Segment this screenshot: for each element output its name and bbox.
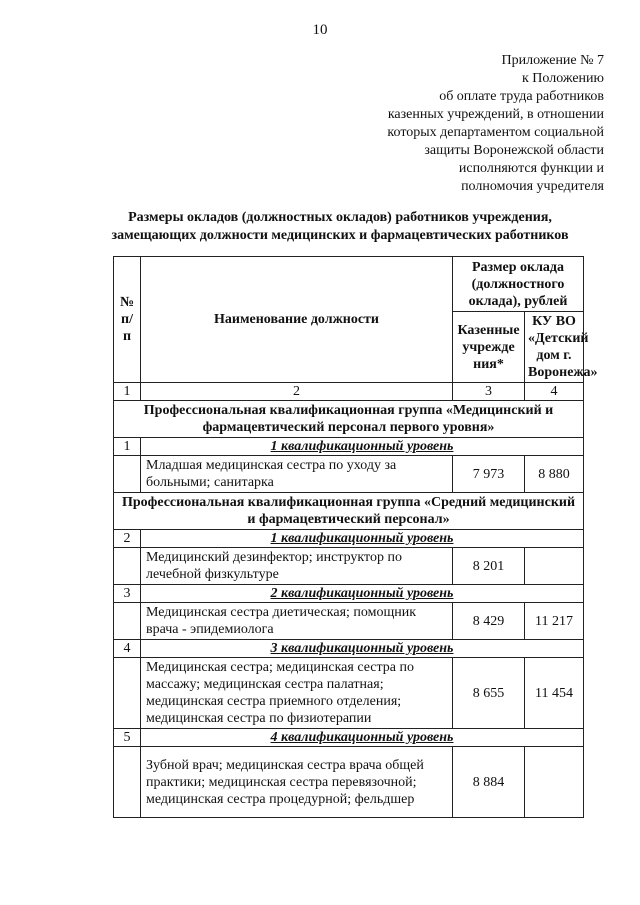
appendix-line: полномочия учредителя bbox=[461, 179, 604, 194]
salary-state: 8 429 bbox=[453, 603, 525, 640]
salary-ku: 8 880 bbox=[525, 456, 584, 493]
page-number: 10 bbox=[312, 22, 328, 38]
qualification-level: 1 квалификационный уровень bbox=[141, 438, 584, 456]
salary-state: 7 973 bbox=[453, 456, 525, 493]
index-cell: 4 bbox=[525, 383, 584, 401]
index-cell: 3 bbox=[453, 383, 525, 401]
salary-ku bbox=[525, 747, 584, 818]
position-name: Медицинская сестра; медицинская сестра по массажу; медицинская сестра палатная; медицинская сестра приемного отделения; медицинская сестра по физиотерапии bbox=[141, 658, 453, 729]
qualification-group-heading: Профессиональная квалификационная группа «Средний медицинский и фармацевтический персонал» bbox=[114, 493, 584, 530]
header-state-institutions: Казенные учрежде ния* bbox=[453, 312, 525, 383]
salary-ku: 11 217 bbox=[525, 603, 584, 640]
header-num: № п/п bbox=[114, 257, 141, 383]
empty-cell bbox=[114, 456, 141, 493]
salary-table bbox=[113, 256, 598, 818]
appendix-line: казенных учреждений, в отношении bbox=[387, 107, 604, 122]
appendix-line: которых департаментом социальной bbox=[387, 125, 604, 140]
header-ku-vo: КУ ВО «Детский дом г. Воронежа» bbox=[525, 312, 584, 383]
row-number: 4 bbox=[114, 640, 141, 658]
qualification-level: 2 квалификационный уровень bbox=[141, 585, 584, 603]
salary-ku: 11 454 bbox=[525, 658, 584, 729]
empty-cell bbox=[114, 548, 141, 585]
row-number: 5 bbox=[114, 729, 141, 747]
appendix-line: об оплате труда работников bbox=[439, 89, 604, 104]
qualification-level: 4 квалификационный уровень bbox=[141, 729, 584, 747]
row-number: 3 bbox=[114, 585, 141, 603]
appendix-line: защиты Воронежской области bbox=[424, 143, 604, 158]
salary-state: 8 655 bbox=[453, 658, 525, 729]
title-line: замещающих должности медицинских и фармацевтических работников bbox=[111, 228, 569, 243]
title-line: Размеры окладов (должностных окладов) работников учреждения, bbox=[128, 210, 552, 225]
position-name: Медицинский дезинфектор; инструктор по лечебной физкультуре bbox=[141, 548, 453, 585]
appendix-block bbox=[387, 52, 604, 196]
document-title bbox=[60, 209, 620, 245]
position-name: Медицинская сестра диетическая; помощник врача - эпидемиолога bbox=[141, 603, 453, 640]
empty-cell bbox=[114, 658, 141, 729]
appendix-line: Приложение № 7 bbox=[501, 53, 604, 68]
row-number: 2 bbox=[114, 530, 141, 548]
salary-ku bbox=[525, 548, 584, 585]
appendix-line: исполняются функции и bbox=[458, 161, 604, 176]
salary-state: 8 201 bbox=[453, 548, 525, 585]
index-cell: 1 bbox=[114, 383, 141, 401]
empty-cell bbox=[114, 603, 141, 640]
empty-cell bbox=[114, 747, 141, 818]
salary-state: 8 884 bbox=[453, 747, 525, 818]
appendix-line: к Положению bbox=[521, 71, 604, 86]
qualification-level: 1 квалификационный уровень bbox=[141, 530, 584, 548]
position-name: Младшая медицинская сестра по уходу за больными; санитарка bbox=[141, 456, 453, 493]
qualification-group-heading: Профессиональная квалификационная группа «Медицинский и фармацевтический персонал первого уровня» bbox=[114, 401, 584, 438]
position-name: Зубной врач; медицинская сестра врача общей практики; медицинская сестра перевязочной; медицинская сестра процедурной; фельдшер bbox=[141, 747, 453, 818]
index-cell: 2 bbox=[141, 383, 453, 401]
row-number: 1 bbox=[114, 438, 141, 456]
header-salary: Размер оклада (должностного оклада), рублей bbox=[453, 257, 584, 312]
qualification-level: 3 квалификационный уровень bbox=[141, 640, 584, 658]
header-position: Наименование должности bbox=[141, 257, 453, 383]
